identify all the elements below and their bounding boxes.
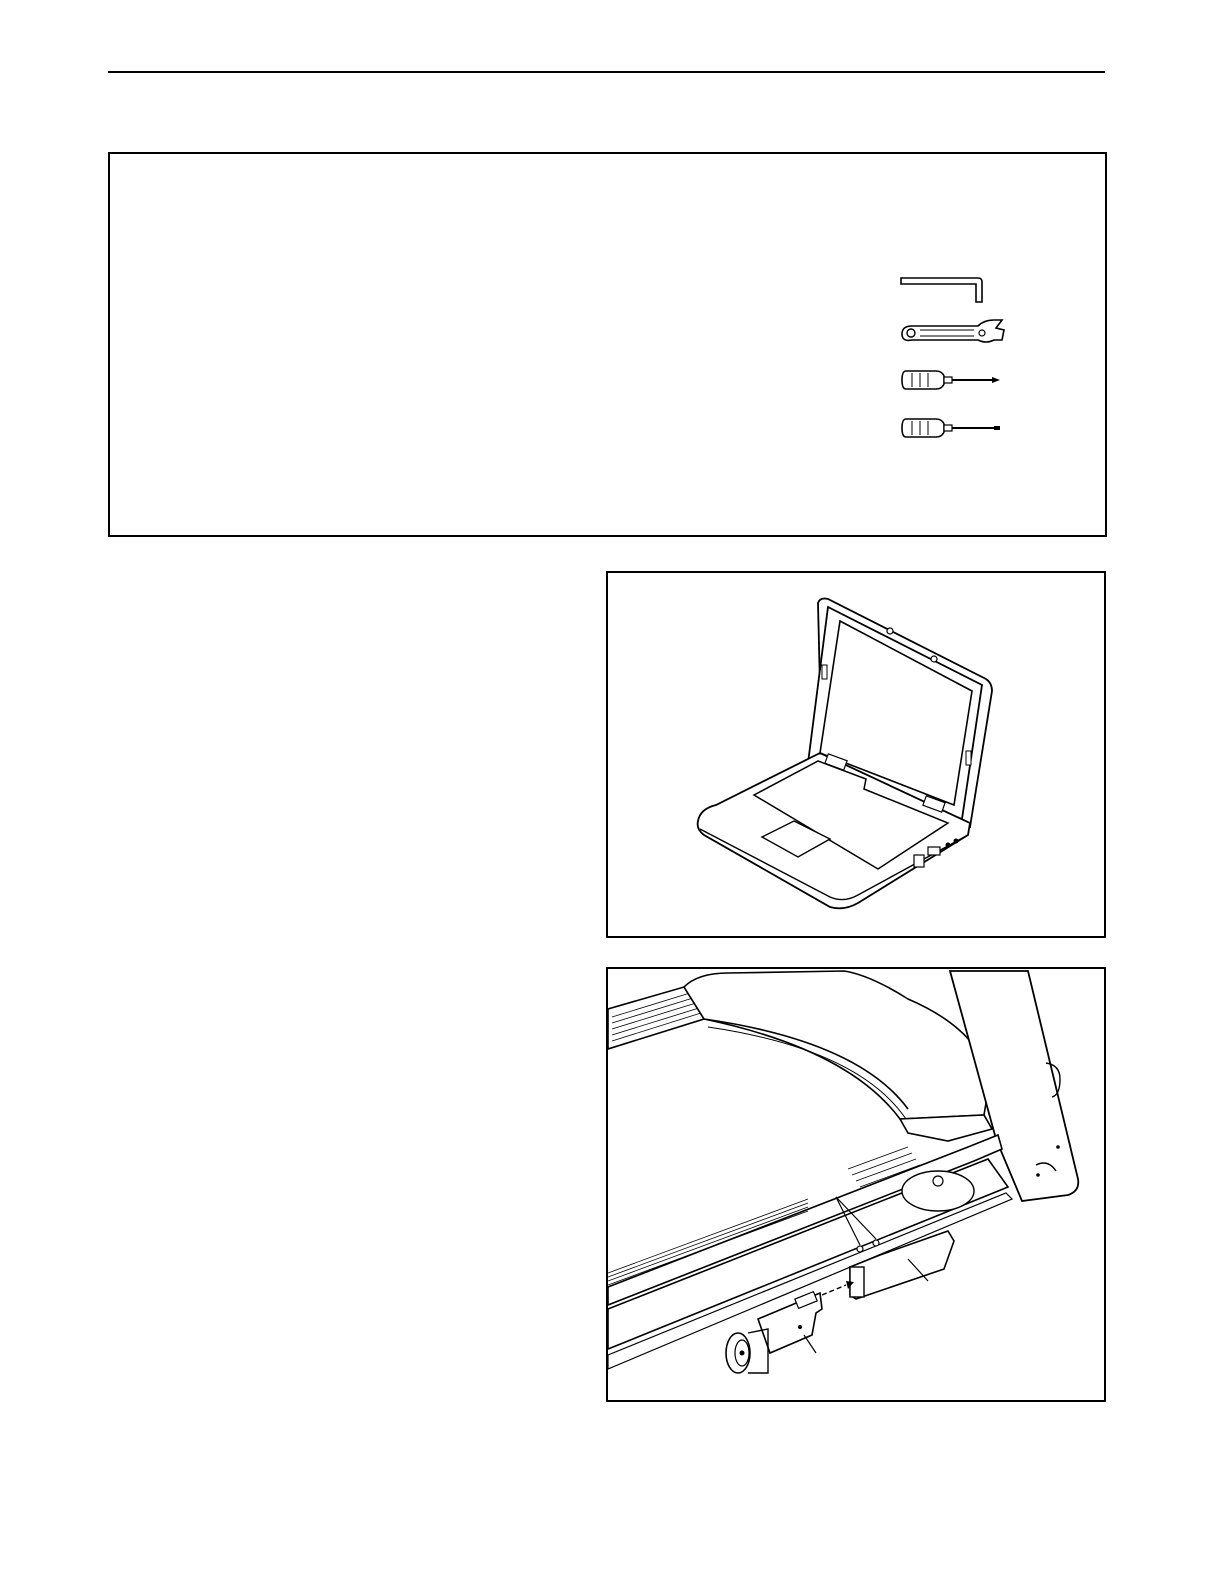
adjustable-wrench-icon xyxy=(898,316,1010,352)
flat-screwdriver-icon xyxy=(900,416,1004,440)
laptop-figure xyxy=(606,571,1106,938)
hex-key-icon xyxy=(900,274,990,306)
tools-panel xyxy=(108,152,1107,537)
treadmill-wheel-assembly-illustration xyxy=(608,969,1104,1400)
laptop-illustration xyxy=(608,573,1104,936)
header-rule xyxy=(108,71,1105,73)
wheel-assembly-figure xyxy=(606,967,1106,1402)
phillips-screwdriver-icon xyxy=(900,368,1004,392)
